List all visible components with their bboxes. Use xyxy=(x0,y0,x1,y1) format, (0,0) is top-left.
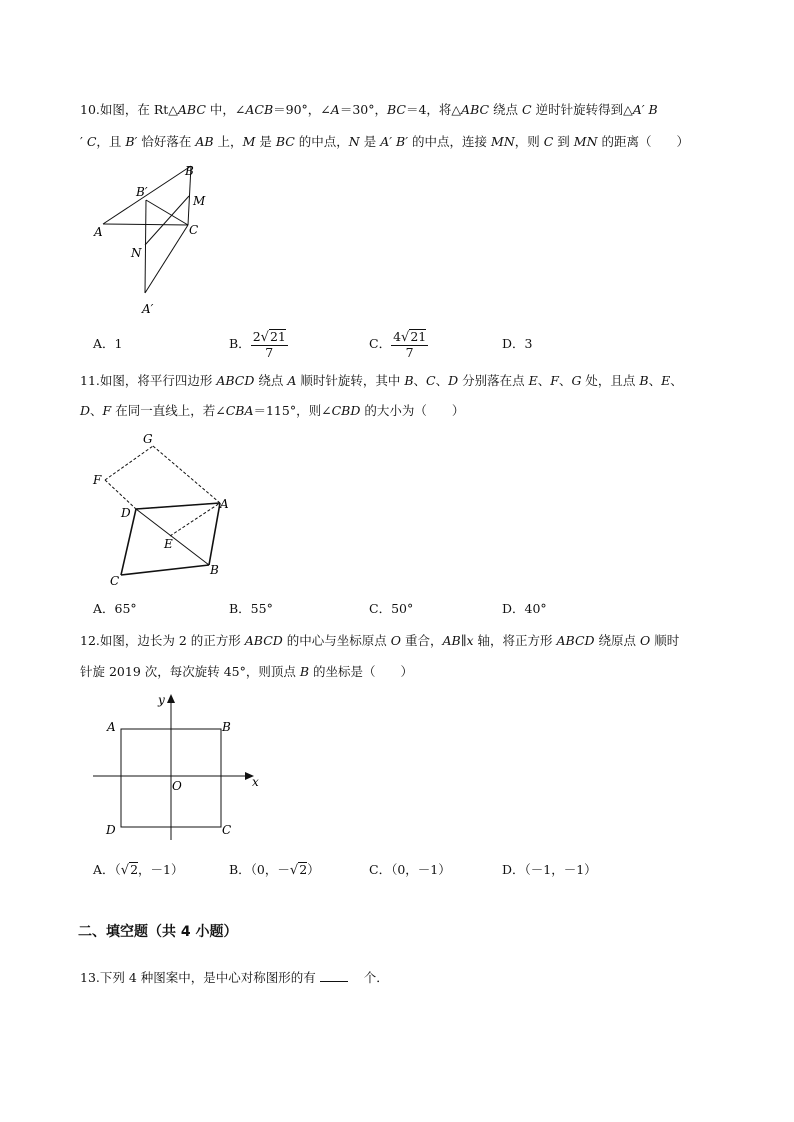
q12-label-A: A xyxy=(107,720,116,734)
q10-label-Ap: A′ xyxy=(142,302,154,316)
q11-label-G: G xyxy=(143,432,153,446)
q12-line-2: 针旋 2019 次，每次旋转 45°，则顶点 B 的坐标是（ ） xyxy=(80,664,414,679)
q12-line-1: 12.如图，边长为 2 的正方形 ABCD 的中心与坐标原点 O 重合，AB∥x 轴，将正方形 ABCD 绕原点 O 顺时 xyxy=(80,633,680,648)
q11-label-C: C xyxy=(110,574,120,588)
q10-option-c: C． $\frac{4√21}{7}$ xyxy=(369,329,427,360)
q11-label-B: B xyxy=(210,563,219,577)
q12-label-x: x xyxy=(252,775,259,789)
q10-option-a: A．1 xyxy=(93,336,123,351)
q12-label-D: D xyxy=(106,823,116,837)
q11-label-A: A xyxy=(220,497,229,511)
q11-option-c: C．50° xyxy=(369,601,414,616)
section-title: 二、填空题（共 4 小题） xyxy=(78,924,238,940)
q12-label-y: y xyxy=(158,693,165,707)
q12-label-B: B xyxy=(222,720,231,734)
q12-figure xyxy=(88,690,268,845)
q10-option-b: B． $\frac{2√21}{7}$ xyxy=(229,329,286,360)
q12-option-a: A．（√2，－1） xyxy=(93,862,184,878)
q10-line-2: ′ C，且 B′ 恰好落在 AB 上，M 是 BC 的中点，N 是 A′ B′ 的中点，连接 MN，则 C 到 MN 的距离（ ） xyxy=(80,134,690,149)
q10-label-A: A xyxy=(94,225,103,239)
q10-label-B: B xyxy=(185,164,194,178)
q12-option-b: B．（0，－√2） xyxy=(229,862,320,878)
q10-label-N: N xyxy=(131,246,142,260)
q12-label-O: O xyxy=(172,779,182,793)
q11-line-1: 11.如图，将平行四边形 ABCD 绕点 A 顺时针旋转，其中 B、C、D 分别落在点 E、F、G 处，且点 B、E、 xyxy=(80,373,683,388)
q11-label-E: E xyxy=(164,537,173,551)
q12-label-C: C xyxy=(222,823,232,837)
q10-label-M: M xyxy=(193,194,206,208)
q11-option-d: D．40° xyxy=(502,601,547,616)
q10-figure xyxy=(88,158,218,320)
q10-label-C: C xyxy=(189,223,199,237)
q13-blank xyxy=(320,969,348,982)
q12-option-c: C．（0，－1） xyxy=(369,862,451,877)
q13-line: 13.下列 4 种图案中，是中心对称图形的有 个． xyxy=(80,970,389,985)
q11-option-a: A．65° xyxy=(93,601,137,616)
q11-label-F: F xyxy=(93,473,102,487)
q11-option-b: B．55° xyxy=(229,601,273,616)
q11-figure xyxy=(88,428,238,588)
q12-option-d: D．（－1，－1） xyxy=(502,862,597,877)
q10-option-d: D．3 xyxy=(502,336,533,351)
q10-label-Bp: B′ xyxy=(136,185,148,199)
q11-line-2: D、F 在同一直线上，若∠CBA＝115°，则∠CBD 的大小为（ ） xyxy=(80,403,465,418)
q11-label-D: D xyxy=(121,506,131,520)
q10-line-1: 10.如图，在 Rt△ABC 中，∠ACB＝90°，∠A＝30°，BC＝4，将△ABC 绕点 C 逆时针旋转得到△A′ B xyxy=(80,102,658,117)
